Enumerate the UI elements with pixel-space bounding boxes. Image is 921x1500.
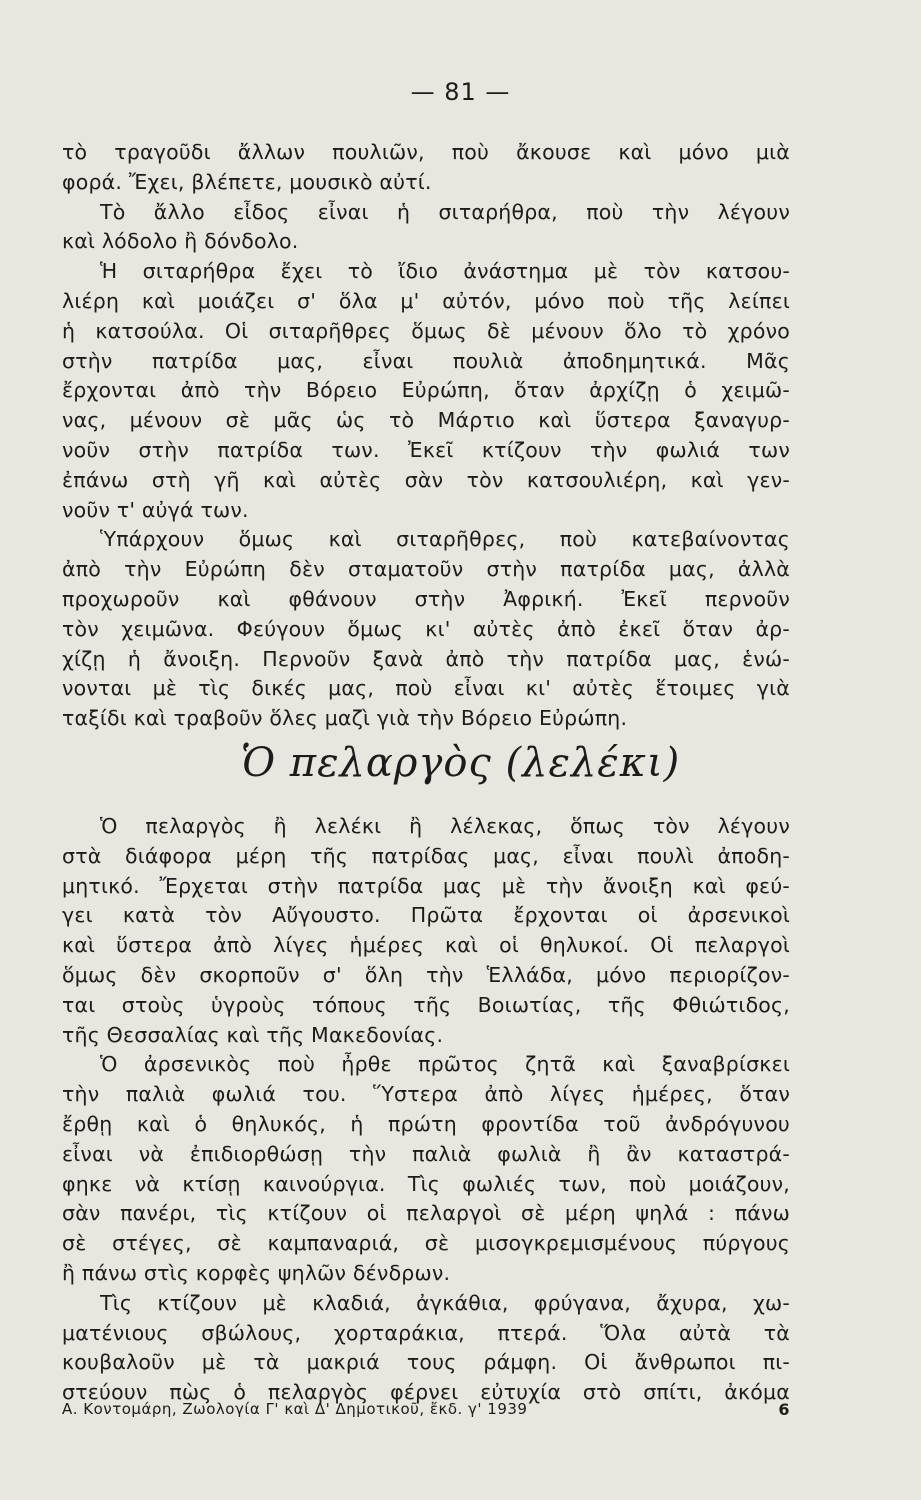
- text-line: νοῦν τ' αὐγά των.: [62, 497, 249, 522]
- text-line: Τὶς κτίζουν μὲ κλαδιά, ἀγκάθια, φρύγανα, ἄχυρα, χω-: [100, 1290, 790, 1315]
- text-line: νονται μὲ τὶς δικές μας, ποὺ εἶναι κι' αὐτὲς ἕτοιμες γιὰ: [62, 676, 790, 701]
- text-line: τὸ τραγοῦδι ἄλλων πουλιῶν, ποὺ ἄκουσε καὶ μόνο μιὰ: [62, 140, 790, 164]
- book-citation: Α. Κοντομάρη, Ζωολογία Γ' καὶ Δ' Δημοτικοῦ, ἔκδ. γ' 1939: [62, 1400, 528, 1418]
- page-footer: [62, 1400, 790, 1418]
- text-line: ἀπὸ τὴν Εὐρώπη δὲν σταματοῦν στὴν πατρίδα μας, ἀλλὰ: [62, 557, 790, 582]
- text-line: εἶναι νὰ ἐπιδιορθώσῃ τὴν παλιὰ φωλιὰ ἢ ἂν καταστρά-: [62, 1141, 790, 1166]
- text-line: στὴν πατρίδα μας, εἶναι πουλιὰ ἀποδημητικά. Μᾶς: [62, 348, 790, 373]
- text-line: σὲ στέγες, σὲ καμπαναριά, σὲ μισογκρεμισμένους πύργους: [62, 1231, 790, 1256]
- text-line: φηκε νὰ κτίσῃ καινούργια. Τὶς φωλιές των, ποὺ μοιάζουν,: [62, 1171, 790, 1196]
- text-line: γει κατὰ τὸν Αὔγουστο. Πρῶτα ἔρχονται οἱ ἀρσενικοὶ: [62, 903, 790, 928]
- text-line: ἐπάνω στὴ γῆ καὶ αὐτὲς σὰν τὸν κατσουλιέρη, καὶ γεν-: [62, 467, 790, 492]
- text-line: σὰν πανέρι, τὶς κτίζουν οἱ πελαργοὶ σὲ μέρη ψηλά : πάνω: [62, 1201, 790, 1226]
- text-line: νας, μένουν σὲ μᾶς ὡς τὸ Μάρτιο καὶ ὕστερα ξαναγυρ-: [62, 408, 790, 433]
- text-line: ἔρχονται ἀπὸ τὴν Βόρειο Εὐρώπη, ὅταν ἀρχίζῃ ὁ χειμῶ-: [62, 378, 790, 403]
- text-line: καὶ ὕστερα ἀπὸ λίγες ἡμέρες καὶ οἱ θηλυκοί. Οἱ πελαργοὶ: [62, 933, 790, 958]
- text-line: χίζῃ ἡ ἄνοιξη. Περνοῦν ξανὰ ἀπὸ τὴν πατρίδα μας, ἑνώ-: [62, 646, 790, 671]
- text-line: ἔρθῃ καὶ ὁ θηλυκός, ἡ πρώτη φροντίδα τοῦ ἀνδρόγυνου: [62, 1111, 790, 1136]
- text-line: ὅμως δὲν σκορποῦν σ' ὅλη τὴν Ἑλλάδα, μόνο περιορίζον-: [62, 962, 790, 987]
- section-heading-stork: Ὁ πελαργὸς (λελέκι): [240, 740, 681, 786]
- signature-mark: 6: [778, 1400, 790, 1419]
- page-number: — 81 —: [410, 78, 511, 106]
- text-line: τὴν παλιὰ φωλιά του. Ὕστερα ἀπὸ λίγες ἡμέρες, ὅταν: [62, 1082, 790, 1107]
- text-line: ἡ κατσούλα. Οἱ σιταρῆθρες ὅμως δὲ μένουν ὅλο τὸ χρόνο: [62, 318, 790, 343]
- text-line: προχωροῦν καὶ φθάνουν στὴν Ἀφρική. Ἐκεῖ περνοῦν: [62, 586, 790, 611]
- text-line: στεύουν πὼς ὁ πελαργὸς φέρνει εὐτυχία στὸ σπίτι, ἀκόμα: [62, 1380, 790, 1405]
- section-stork-text: [62, 812, 790, 1408]
- text-line: λιέρη καὶ μοιάζει σ' ὅλα μ' αὐτόν, μόνο ποὺ τῆς λείπει: [62, 288, 790, 313]
- text-line: τὸν χειμῶνα. Φεύγουν ὅμως κι' αὐτὲς ἀπὸ ἐκεῖ ὅταν ἀρ-: [62, 616, 790, 641]
- text-line: τῆς Θεσσαλίας καὶ τῆς Μακεδονίας.: [62, 1022, 444, 1047]
- text-line: καὶ λόδολο ἢ δόνδολο.: [62, 229, 299, 254]
- text-line: Ἡ σιταρήθρα ἔχει τὸ ἴδιο ἀνάστημα μὲ τὸν κατσου-: [100, 259, 790, 284]
- text-line: στὰ διάφορα μέρη τῆς πατρίδας μας, εἶναι πουλὶ ἀποδη-: [62, 843, 790, 868]
- text-line: ταξίδι καὶ τραβοῦν ὅλες μαζὶ γιὰ τὴν Βόρειο Εὐρώπη.: [62, 706, 628, 731]
- text-line: ἢ πάνω στὶς κορφὲς ψηλῶν δένδρων.: [62, 1260, 451, 1285]
- text-line: μητικό. Ἔρχεται στὴν πατρίδα μας μὲ τὴν ἄνοιξη καὶ φεύ-: [62, 873, 790, 898]
- text-line: Τὸ ἄλλο εἶδος εἶναι ἡ σιταρήθρα, ποὺ τὴν λέγουν: [100, 199, 790, 224]
- text-line: Ὁ ἀρσενικὸς ποὺ ἦρθε πρῶτος ζητᾶ καὶ ξαναβρίσκει: [100, 1052, 790, 1077]
- text-line: κουβαλοῦν μὲ τὰ μακριά τους ράμφη. Οἱ ἄνθρωποι πι-: [62, 1350, 790, 1375]
- text-line: Ὁ πελαργὸς ἢ λελέκι ἢ λέλεκας, ὅπως τὸν λέγουν: [100, 814, 790, 838]
- text-line: Ὑπάρχουν ὅμως καὶ σιταρῆθρες, ποὺ κατεβαίνοντας: [100, 527, 790, 552]
- text-line: ται στοὺς ὑγροὺς τόπους τῆς Βοιωτίας, τῆς Φθιώτιδος,: [62, 992, 790, 1017]
- text-line: ματένιους σβώλους, χορταράκια, πτερά. Ὅλα αὐτὰ τὰ: [62, 1320, 790, 1345]
- text-line: φορά. Ἔχει, βλέπετε, μουσικὸ αὐτί.: [62, 169, 432, 194]
- text-line: νοῦν στὴν πατρίδα των. Ἐκεῖ κτίζουν τὴν φωλιά των: [62, 437, 790, 462]
- section-larks-text: [62, 138, 790, 734]
